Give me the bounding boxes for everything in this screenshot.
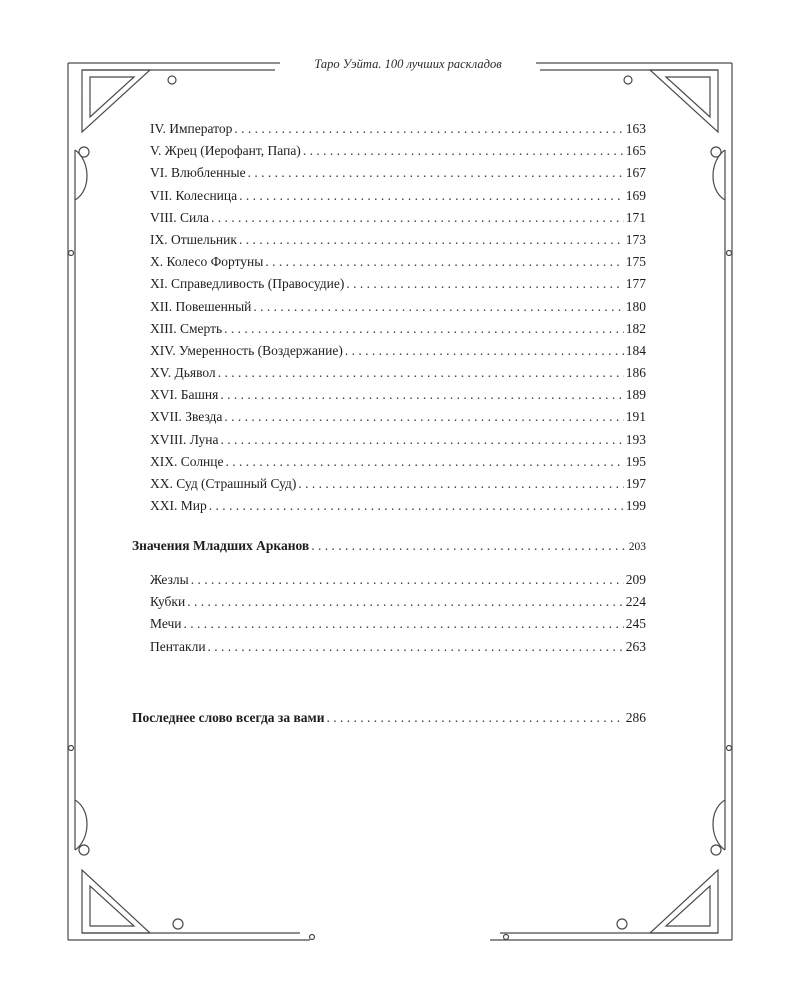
- toc-entry[interactable]: [150, 429, 646, 451]
- toc-entry-title: XXI. Мир: [150, 498, 207, 514]
- dot-leader: [187, 591, 624, 613]
- toc-entry-title: XIX. Солнце: [150, 453, 224, 469]
- toc-entry-page: 245: [625, 616, 646, 632]
- toc-entry-page: 193: [625, 431, 646, 447]
- dot-leader: [211, 207, 624, 229]
- toc-entry-title: XVI. Башня: [150, 387, 219, 403]
- toc-entry-title: VI. Влюбленные: [150, 165, 246, 181]
- toc-entry-page: 163: [625, 121, 646, 136]
- dot-leader: [345, 340, 624, 362]
- running-title: Таро Уэйта. 100 лучших раскладов: [314, 57, 502, 71]
- dot-leader: [224, 406, 623, 428]
- toc-entry-page: 191: [625, 409, 646, 425]
- toc-entry[interactable]: [150, 451, 646, 473]
- toc-entry-page: 175: [625, 254, 646, 270]
- dot-leader: [311, 535, 627, 557]
- toc-entry[interactable]: [150, 636, 646, 658]
- toc-entry-title: XX. Суд (Страшный Суд): [150, 476, 297, 491]
- toc-entry[interactable]: [150, 569, 646, 591]
- toc-section-minor[interactable]: [132, 535, 646, 557]
- dot-leader: [221, 429, 624, 451]
- toc-entry[interactable]: [150, 318, 646, 340]
- toc-entry[interactable]: [150, 495, 646, 517]
- toc-entry-title: IV. Император: [150, 121, 233, 136]
- toc-entry[interactable]: [150, 296, 646, 318]
- dot-leader: [303, 140, 624, 162]
- dot-leader: [224, 318, 624, 340]
- toc-entry[interactable]: [150, 473, 646, 495]
- toc-entry[interactable]: [150, 362, 646, 384]
- dot-leader: [234, 118, 623, 140]
- toc-entry-title: V. Жрец (Иерофант, Папа): [150, 143, 301, 159]
- toc-entry-page: 186: [625, 365, 646, 381]
- toc-entry[interactable]: [150, 273, 646, 295]
- dot-leader: [208, 636, 624, 658]
- toc-entry-title: Жезлы: [150, 572, 189, 587]
- dot-leader: [218, 362, 624, 384]
- toc-section-final[interactable]: [132, 707, 646, 729]
- dot-leader: [253, 296, 623, 318]
- toc-entry-page: 195: [625, 453, 646, 469]
- dot-leader: [326, 707, 623, 729]
- dot-leader: [298, 473, 623, 495]
- toc-entry[interactable]: [150, 229, 646, 251]
- toc-entry-page: 180: [625, 298, 646, 314]
- toc-section-page: 203: [628, 541, 646, 553]
- toc-entry-page: 167: [625, 165, 646, 181]
- dot-leader: [346, 273, 623, 295]
- toc-entry-title: VIII. Сила: [150, 209, 209, 225]
- toc-entry-title: IX. Отшельник: [150, 231, 237, 247]
- toc-entry-page: 173: [625, 231, 646, 247]
- toc-entry-page: 184: [625, 342, 646, 358]
- toc-entry-title: XII. Повешенный: [150, 298, 252, 314]
- toc-entry-page: 169: [625, 187, 646, 203]
- toc-entry[interactable]: [150, 340, 646, 362]
- toc-entry-title: Пентакли: [150, 638, 206, 654]
- toc-entry-title: X. Колесо Фортуны: [150, 254, 264, 270]
- toc-entry-page: 263: [625, 638, 646, 654]
- toc-entry-title: VII. Колесница: [150, 187, 238, 203]
- dot-leader: [248, 162, 624, 184]
- toc-entry-title: XV. Дьявол: [150, 365, 216, 381]
- toc-entry[interactable]: [150, 185, 646, 207]
- toc-entry-page: 182: [625, 320, 646, 336]
- toc-entry-page: 197: [625, 476, 646, 491]
- toc-entry-title: XVII. Звезда: [150, 409, 223, 425]
- toc-entry-title: Кубки: [150, 594, 186, 610]
- toc-entry-title: Мечи: [150, 616, 182, 632]
- toc-minor-list: [150, 569, 646, 658]
- toc-entry[interactable]: [150, 162, 646, 184]
- toc-entry[interactable]: [150, 613, 646, 635]
- toc-entry-page: 209: [625, 572, 646, 587]
- dot-leader: [265, 251, 623, 273]
- toc-entry-page: 165: [625, 143, 646, 159]
- toc-entry[interactable]: [150, 207, 646, 229]
- dot-leader: [239, 229, 624, 251]
- toc-entry-page: 199: [625, 498, 646, 514]
- dot-leader: [226, 451, 624, 473]
- toc-entry-page: 177: [625, 276, 646, 292]
- dot-leader: [184, 613, 624, 635]
- toc-entry-title: XVIII. Луна: [150, 431, 219, 447]
- toc-section-title: Последнее слово всегда за вами: [132, 710, 325, 725]
- dot-leader: [209, 495, 624, 517]
- toc-entry[interactable]: [150, 406, 646, 428]
- toc-entry[interactable]: [150, 251, 646, 273]
- toc-entry[interactable]: [150, 384, 646, 406]
- toc-entry-title: XIII. Смерть: [150, 320, 223, 336]
- toc-section-title: Значения Младших Арканов: [132, 538, 310, 553]
- dot-leader: [191, 569, 624, 591]
- dot-leader: [239, 185, 624, 207]
- toc-entry-page: 171: [625, 209, 646, 225]
- toc-major-list: [150, 118, 646, 517]
- toc-entry-page: 189: [625, 387, 646, 403]
- toc-entry-title: XIV. Умеренность (Воздержание): [150, 342, 343, 358]
- toc-entry[interactable]: [150, 118, 646, 140]
- toc-entry[interactable]: [150, 140, 646, 162]
- toc-entry-page: 224: [625, 594, 646, 610]
- toc-entry[interactable]: [150, 591, 646, 613]
- toc-section-page: 286: [625, 710, 646, 725]
- dot-leader: [220, 384, 623, 406]
- toc-entry-title: XI. Справедливость (Правосудие): [150, 276, 345, 292]
